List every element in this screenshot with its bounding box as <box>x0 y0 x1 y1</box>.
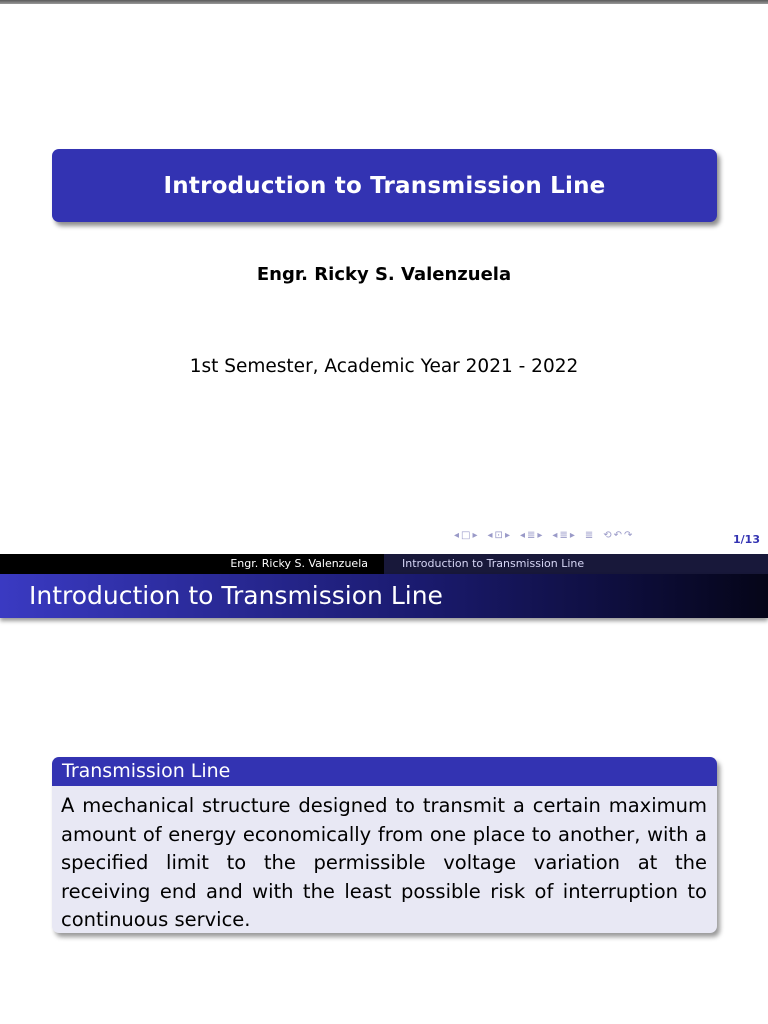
nav-next-icon[interactable]: ▸ <box>472 529 478 541</box>
document-icon[interactable]: ≣ <box>584 529 594 541</box>
block-body: A mechanical structure designed to transmit a certain maximum amount of energy economically from one place to another, with a specified limit to the permissible voltage variation at the receiving end and with the least possible risk of interruption to continuous service. <box>61 794 707 931</box>
definition-block <box>52 757 717 933</box>
frame-icon[interactable]: □ <box>461 529 471 541</box>
block-title: Transmission Line <box>52 757 717 786</box>
headline-title[interactable]: Introduction to Transmission Line <box>384 554 768 574</box>
nav-next-icon[interactable]: ▸ <box>569 529 575 541</box>
nav-subsection-group[interactable] <box>520 530 542 541</box>
semester-date: 1st Semester, Academic Year 2021 - 2022 <box>189 356 579 377</box>
nav-next-icon[interactable]: ▸ <box>504 529 510 541</box>
search-icon[interactable]: ⟲ <box>603 529 612 541</box>
title-box <box>52 149 717 222</box>
section-icon[interactable]: ≣ <box>527 529 536 541</box>
nav-prev-icon[interactable]: ◂ <box>552 529 558 541</box>
section-icon[interactable]: ≣ <box>559 529 568 541</box>
nav-prev-icon[interactable]: ◂ <box>519 529 525 541</box>
subsection-icon[interactable]: ⊡ <box>494 529 503 541</box>
page-number: 1/13 <box>733 533 760 546</box>
undo-icon[interactable]: ↶ <box>613 529 623 541</box>
nav-frame-group[interactable] <box>488 530 510 541</box>
slide-title: Introduction to Transmission Line <box>163 172 606 199</box>
headline-author[interactable]: Engr. Ricky S. Valenzuela <box>230 557 368 570</box>
beamer-navigation <box>454 527 632 543</box>
redo-icon[interactable]: ↷ <box>624 529 633 541</box>
nav-prev-icon[interactable]: ◂ <box>454 529 460 541</box>
nav-section-group[interactable] <box>552 530 574 541</box>
nav-prev-icon[interactable]: ◂ <box>487 529 493 541</box>
nav-next-icon[interactable]: ▸ <box>537 529 543 541</box>
title-slide <box>0 4 768 554</box>
frame-title: Introduction to Transmission Line <box>0 574 768 618</box>
nav-search-group[interactable] <box>603 530 632 541</box>
author-name: Engr. Ricky S. Valenzuela <box>256 264 512 285</box>
nav-document-group[interactable] <box>585 530 593 541</box>
headline-bar <box>0 554 768 574</box>
nav-slide-group[interactable] <box>454 530 478 541</box>
